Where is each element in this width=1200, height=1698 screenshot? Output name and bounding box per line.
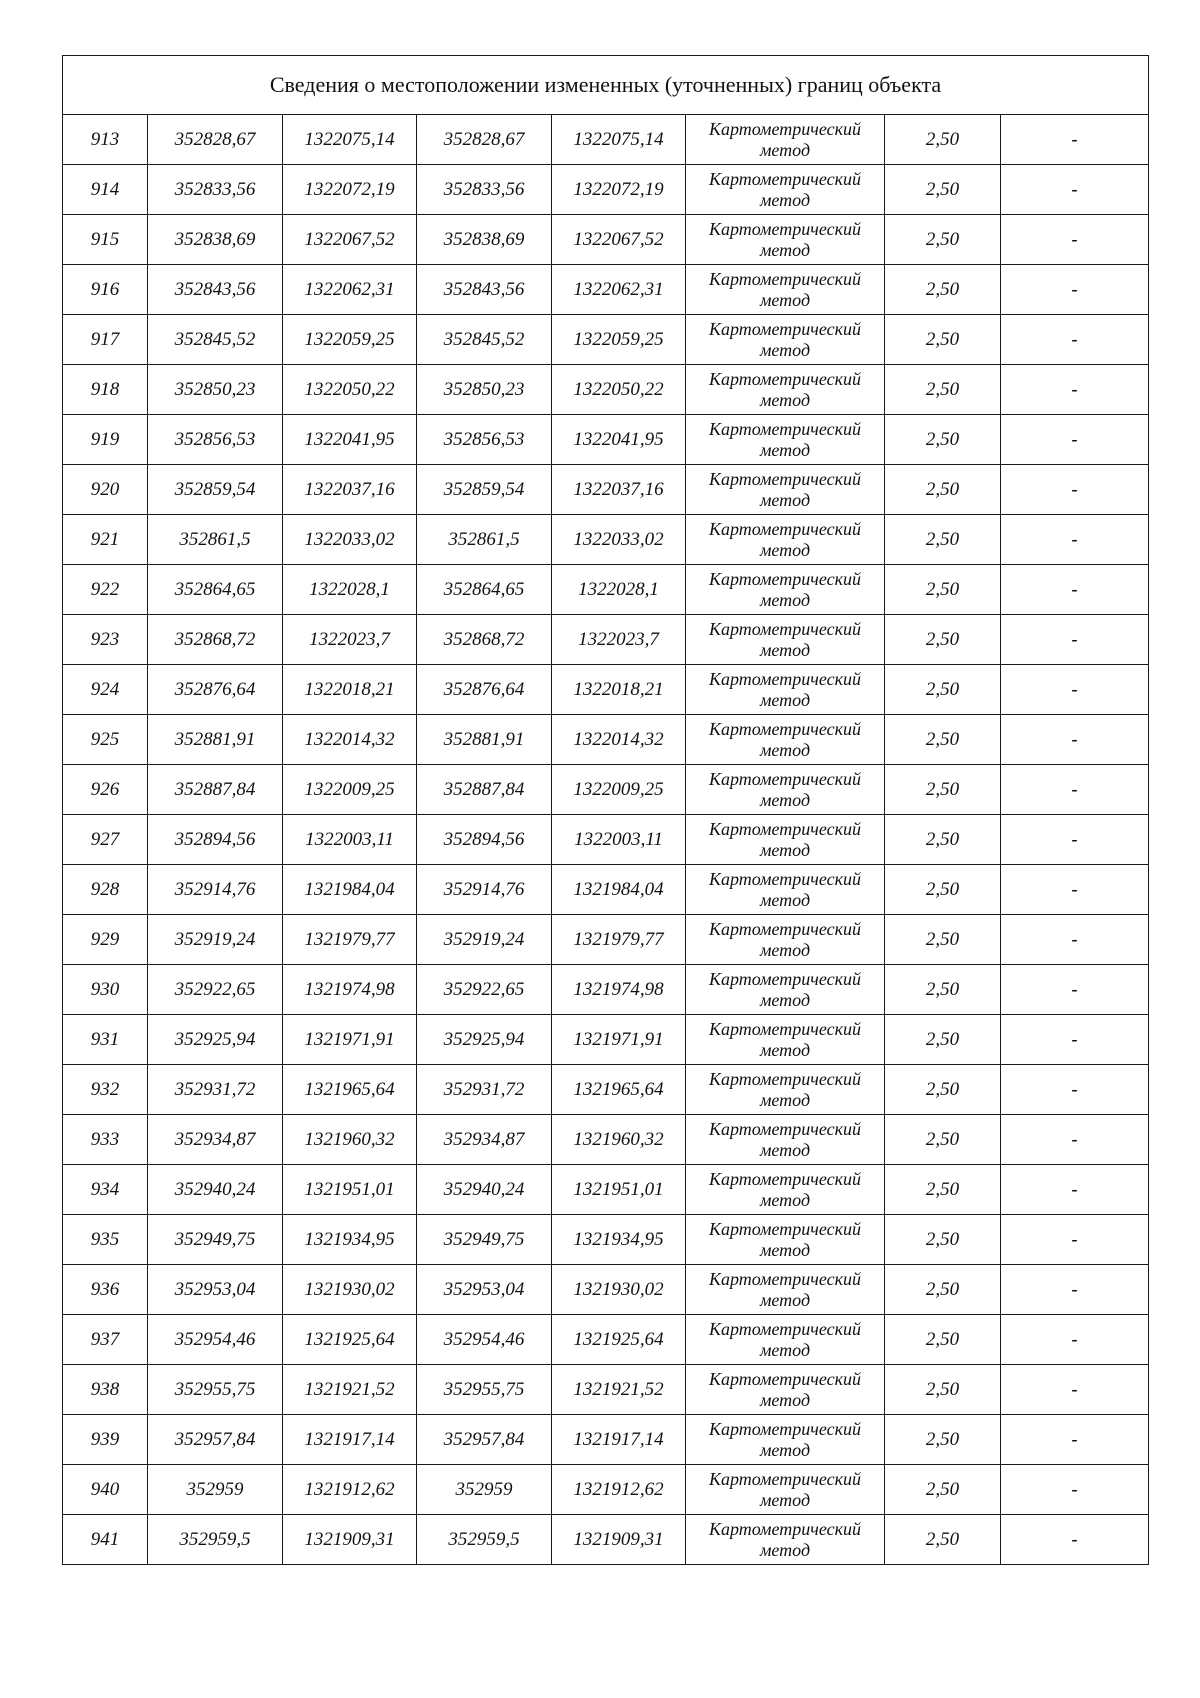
note-cell: - — [1001, 965, 1149, 1015]
existing-x-cell: 352868,72 — [148, 615, 283, 665]
point-number-cell: 935 — [63, 1215, 148, 1265]
note-cell: - — [1001, 615, 1149, 665]
note-cell: - — [1001, 1165, 1149, 1215]
existing-x-cell: 352864,65 — [148, 565, 283, 615]
existing-y-cell: 1322033,02 — [283, 515, 417, 565]
point-number-cell: 917 — [63, 315, 148, 365]
existing-x-cell: 352856,53 — [148, 415, 283, 465]
existing-y-cell: 1321934,95 — [283, 1215, 417, 1265]
method-cell: Картометрический метод — [686, 115, 885, 165]
error-cell: 2,50 — [885, 1065, 1001, 1115]
table-row — [63, 465, 1149, 515]
error-cell: 2,50 — [885, 1015, 1001, 1065]
existing-y-cell: 1322028,1 — [283, 565, 417, 615]
new-x-cell: 352868,72 — [417, 615, 552, 665]
error-cell: 2,50 — [885, 115, 1001, 165]
point-number-cell: 931 — [63, 1015, 148, 1065]
point-number-cell: 930 — [63, 965, 148, 1015]
new-y-cell: 1322072,19 — [552, 165, 686, 215]
point-number-cell: 927 — [63, 815, 148, 865]
method-cell: Картометрический метод — [686, 415, 885, 465]
existing-x-cell: 352845,52 — [148, 315, 283, 365]
new-x-cell: 352931,72 — [417, 1065, 552, 1115]
existing-y-cell: 1322059,25 — [283, 315, 417, 365]
error-cell: 2,50 — [885, 715, 1001, 765]
method-cell: Картометрический метод — [686, 715, 885, 765]
table-row — [63, 1315, 1149, 1365]
error-cell: 2,50 — [885, 465, 1001, 515]
table-row — [63, 415, 1149, 465]
existing-y-cell: 1321921,52 — [283, 1365, 417, 1415]
new-y-cell: 1321925,64 — [552, 1315, 686, 1365]
new-x-cell: 352953,04 — [417, 1265, 552, 1315]
note-cell: - — [1001, 1115, 1149, 1165]
table-row — [63, 1065, 1149, 1115]
existing-x-cell: 352843,56 — [148, 265, 283, 315]
table-row — [63, 1415, 1149, 1465]
existing-x-cell: 352931,72 — [148, 1065, 283, 1115]
table-row — [63, 1015, 1149, 1065]
table-row — [63, 565, 1149, 615]
note-cell: - — [1001, 1015, 1149, 1065]
error-cell: 2,50 — [885, 1515, 1001, 1565]
method-cell: Картометрический метод — [686, 1215, 885, 1265]
existing-x-cell: 352850,23 — [148, 365, 283, 415]
error-cell: 2,50 — [885, 1315, 1001, 1365]
existing-y-cell: 1322037,16 — [283, 465, 417, 515]
table-title-row — [63, 56, 1149, 115]
point-number-cell: 914 — [63, 165, 148, 215]
note-cell: - — [1001, 215, 1149, 265]
method-cell: Картометрический метод — [686, 1265, 885, 1315]
note-cell: - — [1001, 515, 1149, 565]
new-y-cell: 1321974,98 — [552, 965, 686, 1015]
point-number-cell: 937 — [63, 1315, 148, 1365]
new-x-cell: 352957,84 — [417, 1415, 552, 1465]
existing-y-cell: 1321971,91 — [283, 1015, 417, 1065]
table-row — [63, 1165, 1149, 1215]
method-cell: Картометрический метод — [686, 1365, 885, 1415]
new-y-cell: 1321917,14 — [552, 1415, 686, 1465]
error-cell: 2,50 — [885, 815, 1001, 865]
point-number-cell: 939 — [63, 1415, 148, 1465]
note-cell: - — [1001, 565, 1149, 615]
new-y-cell: 1322037,16 — [552, 465, 686, 515]
new-y-cell: 1322033,02 — [552, 515, 686, 565]
error-cell: 2,50 — [885, 1215, 1001, 1265]
note-cell: - — [1001, 265, 1149, 315]
existing-x-cell: 352949,75 — [148, 1215, 283, 1265]
point-number-cell: 913 — [63, 115, 148, 165]
point-number-cell: 929 — [63, 915, 148, 965]
new-y-cell: 1321912,62 — [552, 1465, 686, 1515]
note-cell: - — [1001, 1415, 1149, 1465]
existing-y-cell: 1322018,21 — [283, 665, 417, 715]
new-x-cell: 352850,23 — [417, 365, 552, 415]
point-number-cell: 940 — [63, 1465, 148, 1515]
error-cell: 2,50 — [885, 265, 1001, 315]
error-cell: 2,50 — [885, 1465, 1001, 1515]
method-cell: Картометрический метод — [686, 365, 885, 415]
new-x-cell: 352959 — [417, 1465, 552, 1515]
existing-x-cell: 352953,04 — [148, 1265, 283, 1315]
method-cell: Картометрический метод — [686, 865, 885, 915]
method-cell: Картометрический метод — [686, 165, 885, 215]
method-cell: Картометрический метод — [686, 1465, 885, 1515]
method-cell: Картометрический метод — [686, 1115, 885, 1165]
error-cell: 2,50 — [885, 765, 1001, 815]
new-y-cell: 1322003,11 — [552, 815, 686, 865]
point-number-cell: 941 — [63, 1515, 148, 1565]
point-number-cell: 928 — [63, 865, 148, 915]
existing-y-cell: 1321979,77 — [283, 915, 417, 965]
existing-y-cell: 1322003,11 — [283, 815, 417, 865]
point-number-cell: 920 — [63, 465, 148, 515]
table-row — [63, 815, 1149, 865]
error-cell: 2,50 — [885, 965, 1001, 1015]
new-y-cell: 1322067,52 — [552, 215, 686, 265]
existing-x-cell: 352957,84 — [148, 1415, 283, 1465]
new-x-cell: 352864,65 — [417, 565, 552, 615]
existing-y-cell: 1321984,04 — [283, 865, 417, 915]
method-cell: Картометрический метод — [686, 265, 885, 315]
new-y-cell: 1322014,32 — [552, 715, 686, 765]
existing-x-cell: 352828,67 — [148, 115, 283, 165]
error-cell: 2,50 — [885, 615, 1001, 665]
new-y-cell: 1322023,7 — [552, 615, 686, 665]
existing-y-cell: 1321912,62 — [283, 1465, 417, 1515]
method-cell: Картометрический метод — [686, 215, 885, 265]
existing-y-cell: 1321917,14 — [283, 1415, 417, 1465]
existing-y-cell: 1321930,02 — [283, 1265, 417, 1315]
method-cell: Картометрический метод — [686, 1165, 885, 1215]
method-cell: Картометрический метод — [686, 1515, 885, 1565]
note-cell: - — [1001, 365, 1149, 415]
existing-y-cell: 1322062,31 — [283, 265, 417, 315]
existing-x-cell: 352861,5 — [148, 515, 283, 565]
point-number-cell: 915 — [63, 215, 148, 265]
boundary-coordinates-table — [62, 55, 1149, 1565]
new-x-cell: 352925,94 — [417, 1015, 552, 1065]
new-x-cell: 352845,52 — [417, 315, 552, 365]
error-cell: 2,50 — [885, 215, 1001, 265]
new-y-cell: 1321909,31 — [552, 1515, 686, 1565]
error-cell: 2,50 — [885, 565, 1001, 615]
table-row — [63, 265, 1149, 315]
existing-y-cell: 1322050,22 — [283, 365, 417, 415]
error-cell: 2,50 — [885, 1265, 1001, 1315]
error-cell: 2,50 — [885, 1115, 1001, 1165]
error-cell: 2,50 — [885, 1365, 1001, 1415]
new-y-cell: 1321965,64 — [552, 1065, 686, 1115]
existing-x-cell: 352838,69 — [148, 215, 283, 265]
table-row — [63, 765, 1149, 815]
method-cell: Картометрический метод — [686, 465, 885, 515]
existing-y-cell: 1322041,95 — [283, 415, 417, 465]
existing-x-cell: 352881,91 — [148, 715, 283, 765]
error-cell: 2,50 — [885, 165, 1001, 215]
table-row — [63, 165, 1149, 215]
new-y-cell: 1321934,95 — [552, 1215, 686, 1265]
existing-x-cell: 352919,24 — [148, 915, 283, 965]
note-cell: - — [1001, 415, 1149, 465]
existing-y-cell: 1321951,01 — [283, 1165, 417, 1215]
point-number-cell: 934 — [63, 1165, 148, 1215]
note-cell: - — [1001, 165, 1149, 215]
existing-y-cell: 1322072,19 — [283, 165, 417, 215]
note-cell: - — [1001, 1065, 1149, 1115]
new-y-cell: 1322041,95 — [552, 415, 686, 465]
method-cell: Картометрический метод — [686, 915, 885, 965]
point-number-cell: 926 — [63, 765, 148, 815]
new-x-cell: 352859,54 — [417, 465, 552, 515]
existing-y-cell: 1321960,32 — [283, 1115, 417, 1165]
method-cell: Картометрический метод — [686, 615, 885, 665]
new-y-cell: 1321960,32 — [552, 1115, 686, 1165]
existing-x-cell: 352894,56 — [148, 815, 283, 865]
method-cell: Картометрический метод — [686, 315, 885, 365]
new-x-cell: 352954,46 — [417, 1315, 552, 1365]
point-number-cell: 925 — [63, 715, 148, 765]
point-number-cell: 924 — [63, 665, 148, 715]
new-x-cell: 352922,65 — [417, 965, 552, 1015]
table-row — [63, 115, 1149, 165]
point-number-cell: 936 — [63, 1265, 148, 1315]
note-cell: - — [1001, 765, 1149, 815]
table-row — [63, 715, 1149, 765]
table-row — [63, 365, 1149, 415]
note-cell: - — [1001, 815, 1149, 865]
existing-y-cell: 1322075,14 — [283, 115, 417, 165]
new-x-cell: 352876,64 — [417, 665, 552, 715]
new-x-cell: 352861,5 — [417, 515, 552, 565]
table-row — [63, 665, 1149, 715]
new-x-cell: 352919,24 — [417, 915, 552, 965]
new-y-cell: 1322050,22 — [552, 365, 686, 415]
new-x-cell: 352887,84 — [417, 765, 552, 815]
note-cell: - — [1001, 1515, 1149, 1565]
table-row — [63, 1215, 1149, 1265]
new-y-cell: 1321930,02 — [552, 1265, 686, 1315]
method-cell: Картометрический метод — [686, 1015, 885, 1065]
note-cell: - — [1001, 665, 1149, 715]
note-cell: - — [1001, 1465, 1149, 1515]
new-x-cell: 352856,53 — [417, 415, 552, 465]
error-cell: 2,50 — [885, 365, 1001, 415]
method-cell: Картометрический метод — [686, 815, 885, 865]
point-number-cell: 923 — [63, 615, 148, 665]
existing-x-cell: 352833,56 — [148, 165, 283, 215]
table-row — [63, 215, 1149, 265]
note-cell: - — [1001, 715, 1149, 765]
table-title: Сведения о местоположении измененных (уточненных) границ объекта — [63, 56, 1149, 115]
method-cell: Картометрический метод — [686, 1315, 885, 1365]
existing-y-cell: 1322067,52 — [283, 215, 417, 265]
existing-x-cell: 352959,5 — [148, 1515, 283, 1565]
point-number-cell: 919 — [63, 415, 148, 465]
error-cell: 2,50 — [885, 865, 1001, 915]
new-y-cell: 1321979,77 — [552, 915, 686, 965]
error-cell: 2,50 — [885, 915, 1001, 965]
new-y-cell: 1322062,31 — [552, 265, 686, 315]
method-cell: Картометрический метод — [686, 565, 885, 615]
point-number-cell: 932 — [63, 1065, 148, 1115]
note-cell: - — [1001, 115, 1149, 165]
table-row — [63, 1465, 1149, 1515]
new-x-cell: 352940,24 — [417, 1165, 552, 1215]
point-number-cell: 918 — [63, 365, 148, 415]
method-cell: Картометрический метод — [686, 765, 885, 815]
new-x-cell: 352949,75 — [417, 1215, 552, 1265]
existing-x-cell: 352922,65 — [148, 965, 283, 1015]
note-cell: - — [1001, 1265, 1149, 1315]
new-y-cell: 1321984,04 — [552, 865, 686, 915]
note-cell: - — [1001, 1315, 1149, 1365]
note-cell: - — [1001, 1365, 1149, 1415]
table-row — [63, 1515, 1149, 1565]
existing-x-cell: 352887,84 — [148, 765, 283, 815]
new-x-cell: 352828,67 — [417, 115, 552, 165]
existing-y-cell: 1321965,64 — [283, 1065, 417, 1115]
table-row — [63, 615, 1149, 665]
existing-x-cell: 352859,54 — [148, 465, 283, 515]
existing-y-cell: 1321909,31 — [283, 1515, 417, 1565]
method-cell: Картометрический метод — [686, 1415, 885, 1465]
error-cell: 2,50 — [885, 515, 1001, 565]
table-row — [63, 1365, 1149, 1415]
error-cell: 2,50 — [885, 415, 1001, 465]
point-number-cell: 916 — [63, 265, 148, 315]
new-x-cell: 352914,76 — [417, 865, 552, 915]
new-y-cell: 1322059,25 — [552, 315, 686, 365]
existing-x-cell: 352876,64 — [148, 665, 283, 715]
table-row — [63, 1265, 1149, 1315]
method-cell: Картометрический метод — [686, 515, 885, 565]
note-cell: - — [1001, 315, 1149, 365]
existing-y-cell: 1322009,25 — [283, 765, 417, 815]
point-number-cell: 938 — [63, 1365, 148, 1415]
method-cell: Картометрический метод — [686, 1065, 885, 1115]
point-number-cell: 922 — [63, 565, 148, 615]
table-row — [63, 915, 1149, 965]
note-cell: - — [1001, 915, 1149, 965]
point-number-cell: 921 — [63, 515, 148, 565]
new-x-cell: 352843,56 — [417, 265, 552, 315]
new-y-cell: 1321951,01 — [552, 1165, 686, 1215]
new-x-cell: 352934,87 — [417, 1115, 552, 1165]
existing-y-cell: 1321974,98 — [283, 965, 417, 1015]
new-x-cell: 352838,69 — [417, 215, 552, 265]
existing-x-cell: 352955,75 — [148, 1365, 283, 1415]
new-y-cell: 1322075,14 — [552, 115, 686, 165]
table-row — [63, 865, 1149, 915]
existing-x-cell: 352959 — [148, 1465, 283, 1515]
point-number-cell: 933 — [63, 1115, 148, 1165]
method-cell: Картометрический метод — [686, 665, 885, 715]
new-x-cell: 352894,56 — [417, 815, 552, 865]
error-cell: 2,50 — [885, 1165, 1001, 1215]
new-x-cell: 352833,56 — [417, 165, 552, 215]
table-row — [63, 965, 1149, 1015]
new-y-cell: 1321971,91 — [552, 1015, 686, 1065]
table-row — [63, 315, 1149, 365]
existing-x-cell: 352954,46 — [148, 1315, 283, 1365]
table-row — [63, 515, 1149, 565]
existing-x-cell: 352914,76 — [148, 865, 283, 915]
note-cell: - — [1001, 1215, 1149, 1265]
note-cell: - — [1001, 465, 1149, 515]
existing-x-cell: 352925,94 — [148, 1015, 283, 1065]
error-cell: 2,50 — [885, 1415, 1001, 1465]
note-cell: - — [1001, 865, 1149, 915]
new-y-cell: 1321921,52 — [552, 1365, 686, 1415]
new-x-cell: 352881,91 — [417, 715, 552, 765]
new-y-cell: 1322028,1 — [552, 565, 686, 615]
error-cell: 2,50 — [885, 315, 1001, 365]
new-y-cell: 1322018,21 — [552, 665, 686, 715]
existing-y-cell: 1321925,64 — [283, 1315, 417, 1365]
existing-x-cell: 352934,87 — [148, 1115, 283, 1165]
new-x-cell: 352959,5 — [417, 1515, 552, 1565]
existing-x-cell: 352940,24 — [148, 1165, 283, 1215]
new-x-cell: 352955,75 — [417, 1365, 552, 1415]
error-cell: 2,50 — [885, 665, 1001, 715]
existing-y-cell: 1322023,7 — [283, 615, 417, 665]
existing-y-cell: 1322014,32 — [283, 715, 417, 765]
table-row — [63, 1115, 1149, 1165]
new-y-cell: 1322009,25 — [552, 765, 686, 815]
method-cell: Картометрический метод — [686, 965, 885, 1015]
